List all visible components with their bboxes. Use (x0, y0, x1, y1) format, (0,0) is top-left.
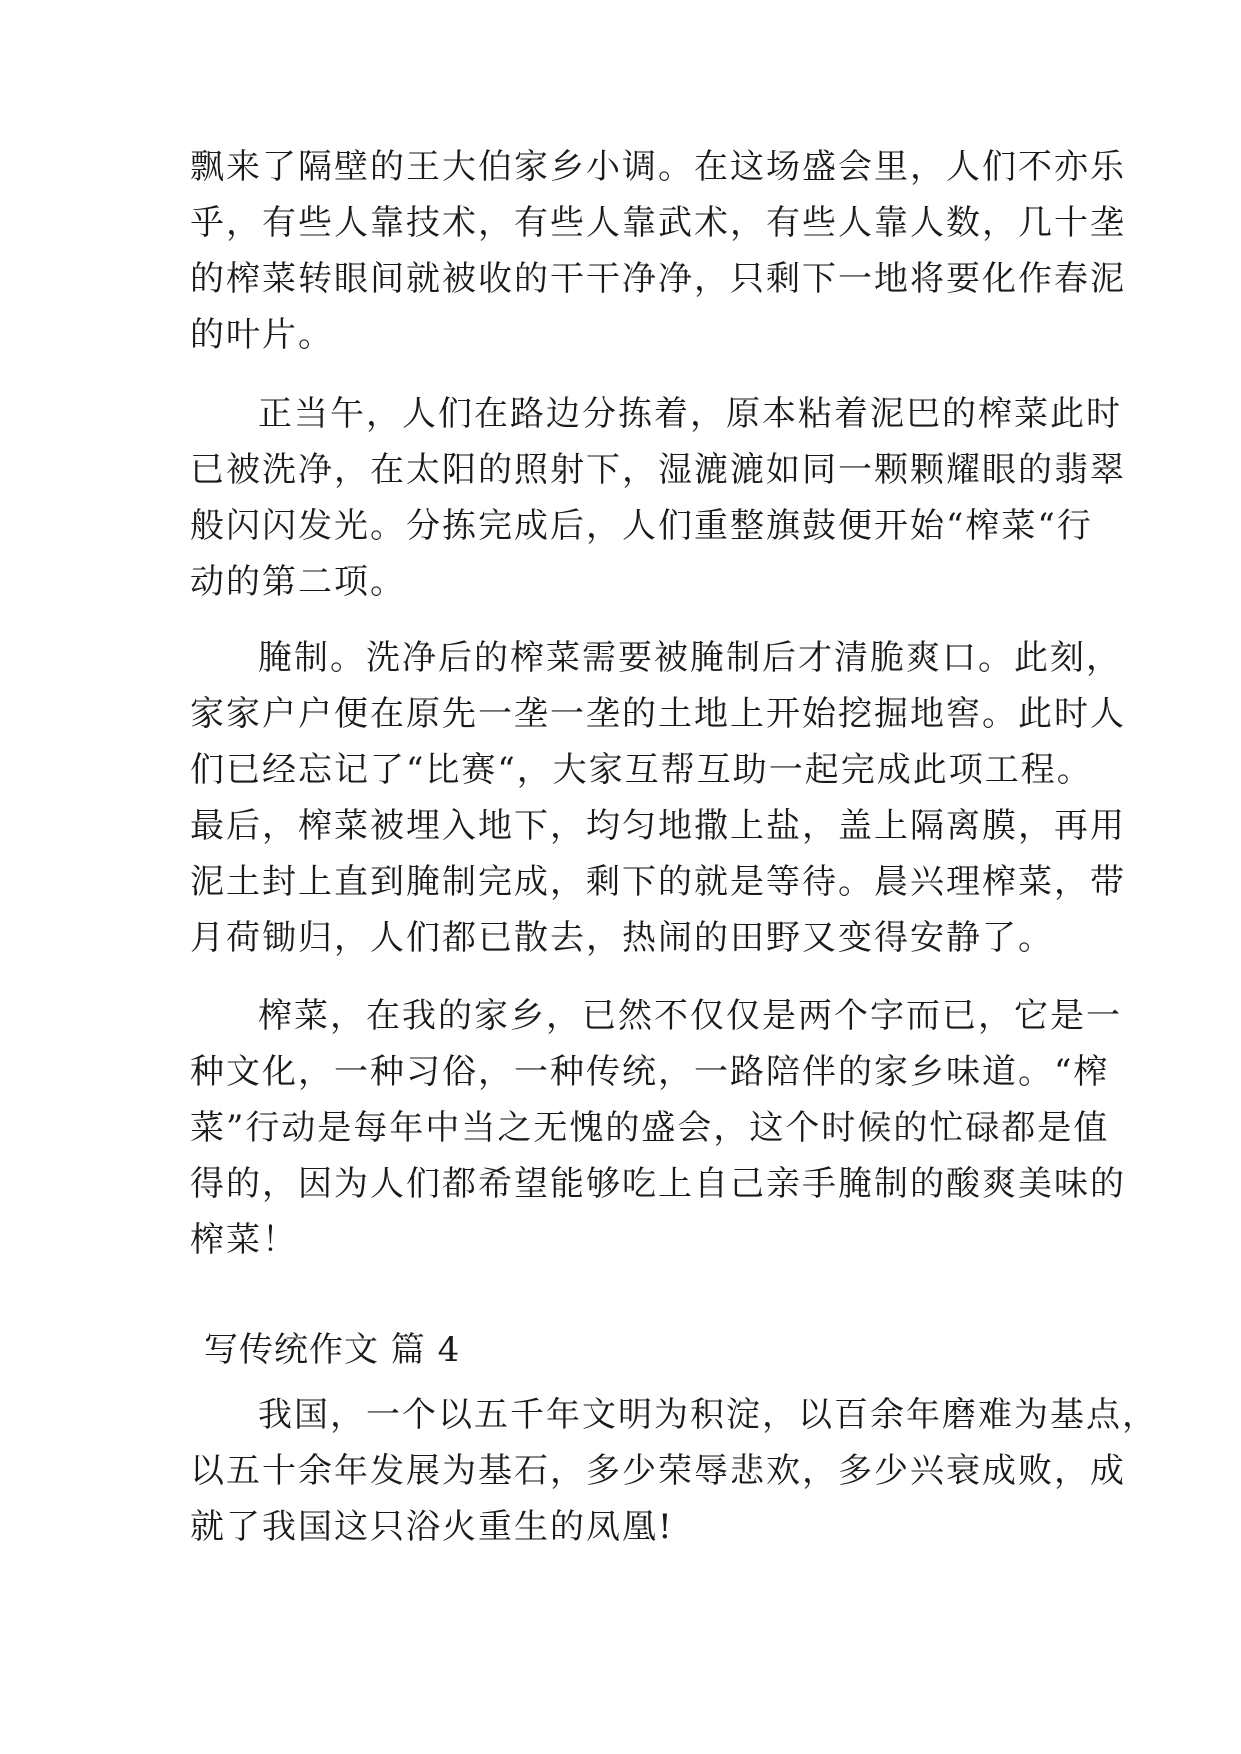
paragraph-line: 就了我国这只浴火重生的凤凰! (190, 1507, 674, 1547)
paragraph-line: 已被洗净，在太阳的照射下，湿漉漉如同一颗颗耀眼的翡翠 (190, 450, 1126, 490)
paragraph-line: 正当午，人们在路边分拣着，原本粘着泥巴的榨菜此时 (258, 394, 1122, 434)
paragraph-line: 飘来了隔壁的王大伯家乡小调。在这场盛会里，人们不亦乐 (190, 147, 1126, 187)
paragraph-line: 腌制。洗净后的榨菜需要被腌制后才清脆爽口。此刻， (258, 638, 1122, 678)
paragraph-line: 我国，一个以五千年文明为积淀，以百余年磨难为基点， (258, 1395, 1158, 1435)
section-heading: 写传统作文 篇 4 (204, 1330, 461, 1370)
paragraph-line: 般闪闪发光。分拣完成后，人们重整旗鼓便开始“榨菜“行 (190, 506, 1093, 546)
paragraph-line: 得的，因为人们都希望能够吃上自己亲手腌制的酸爽美味的 (190, 1164, 1126, 1204)
paragraph-line: 最后，榨菜被埋入地下，均匀地撒上盐，盖上隔离膜，再用 (190, 806, 1126, 846)
paragraph-line: 月荷锄归，人们都已散去，热闹的田野又变得安静了。 (190, 918, 1054, 958)
paragraph-line: 种文化，一种习俗，一种传统，一路陪伴的家乡味道。“榨 (190, 1052, 1110, 1092)
paragraph-line: 家家户户便在原先一垄一垄的土地上开始挖掘地窖。此时人 (190, 694, 1126, 734)
paragraph-line: 菜”行动是每年中当之无愧的盛会，这个时候的忙碌都是值 (190, 1108, 1110, 1148)
paragraph-line: 们已经忘记了“比赛“，大家互帮互助一起完成此项工程。 (190, 750, 1093, 790)
paragraph-line: 乎，有些人靠技术，有些人靠武术，有些人靠人数，几十垄 (190, 203, 1126, 243)
paragraph-line: 以五十余年发展为基石，多少荣辱悲欢，多少兴衰成败，成 (190, 1451, 1126, 1491)
paragraph-line: 的叶片。 (190, 315, 334, 355)
paragraph-line: 榨菜！ (190, 1220, 298, 1260)
paragraph-line: 泥土封上直到腌制完成，剩下的就是等待。晨兴理榨菜，带 (190, 862, 1126, 902)
paragraph-line: 动的第二项。 (190, 562, 406, 602)
paragraph-line: 榨菜，在我的家乡，已然不仅仅是两个字而已，它是一 (258, 996, 1122, 1036)
paragraph-line: 的榨菜转眼间就被收的干干净净，只剩下一地将要化作春泥 (190, 259, 1126, 299)
